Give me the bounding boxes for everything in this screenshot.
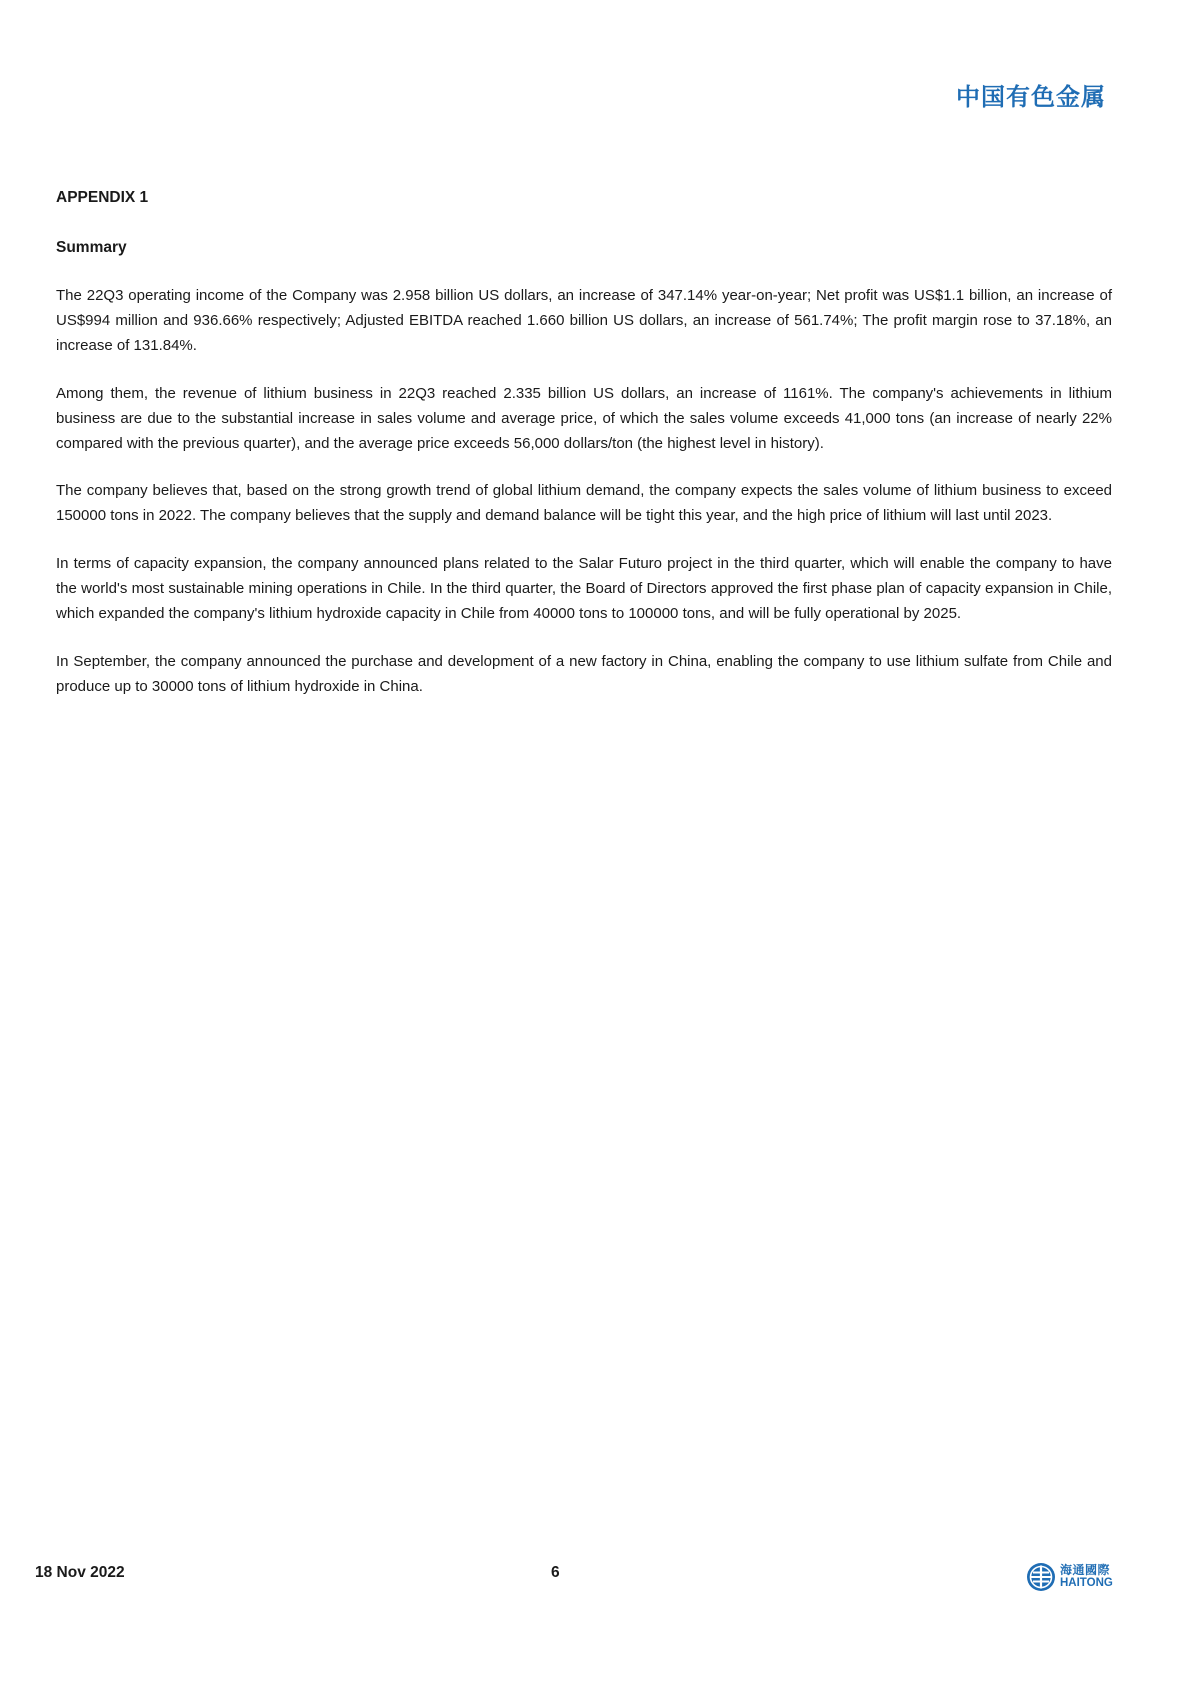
logo-wordmark (1060, 1564, 1113, 1590)
report-date: 18 Nov 2022 (35, 1564, 125, 1581)
report-series-title: 中国有色金属 (956, 82, 1106, 111)
logo-english-name: HAITONG (1060, 1577, 1113, 1590)
paragraph-lithium-revenue: Among them, the revenue of lithium business in 22Q3 reached 2.335 billion US dollars, an increase of 1161%. The company's achievements in lithium business are due to the substantial increase in sales volume and average price, of which the sales volume exceeds 41,000 tons (an increase of nearly 22% compared with the previous quarter), and the average price exceeds 56,000 dollars/ton (the highest level in history). (56, 384, 1112, 452)
summary-body (56, 284, 1112, 723)
haitong-logo (1026, 1561, 1118, 1593)
logo-chinese-name: 海通國際 (1060, 1563, 1111, 1578)
summary-subheading: Summary (56, 239, 127, 256)
paragraph-capacity-expansion: In terms of capacity expansion, the company announced plans related to the Salar Futuro project in the third quarter, which will enable the company to have the world's most sustainable mining operations in Chile. In the third quarter, the Board of Directors approved the first phase plan of capacity expansion in Chile, which expanded the company's lithium hydroxide capacity in Chile from 40000 tons to 100000 tons, and will be fully operational by 2025. (56, 555, 1112, 623)
paragraph-operating-results: The 22Q3 operating income of the Company was 2.958 billion US dollars, an increase of 347.14% year-on-year; Net profit was US$1.1 billion, an increase of US$994 million and 936.66% respectively; Adjusted EBITDA reached 1.660 billion US dollars, an increase of 561.74%; The profit margin rose to 37.18%, an increase of 131.84%. (56, 287, 1112, 354)
paragraph-demand-outlook: The company believes that, based on the strong growth trend of global lithium demand, the company expects the sales volume of lithium business to exceed 150000 tons in 2022. The company believes that the supply and demand balance will be tight this year, and the high price of lithium will last until 2023. (56, 482, 1112, 525)
page-number: 6 (551, 1564, 560, 1581)
paragraph-china-factory: In September, the company announced the purchase and development of a new factory in China, enabling the company to use lithium sulfate from Chile and produce up to 30000 tons of lithium hydroxide in China. (56, 652, 1112, 695)
appendix-heading: APPENDIX 1 (56, 189, 149, 206)
haitong-emblem-icon (1026, 1562, 1056, 1592)
